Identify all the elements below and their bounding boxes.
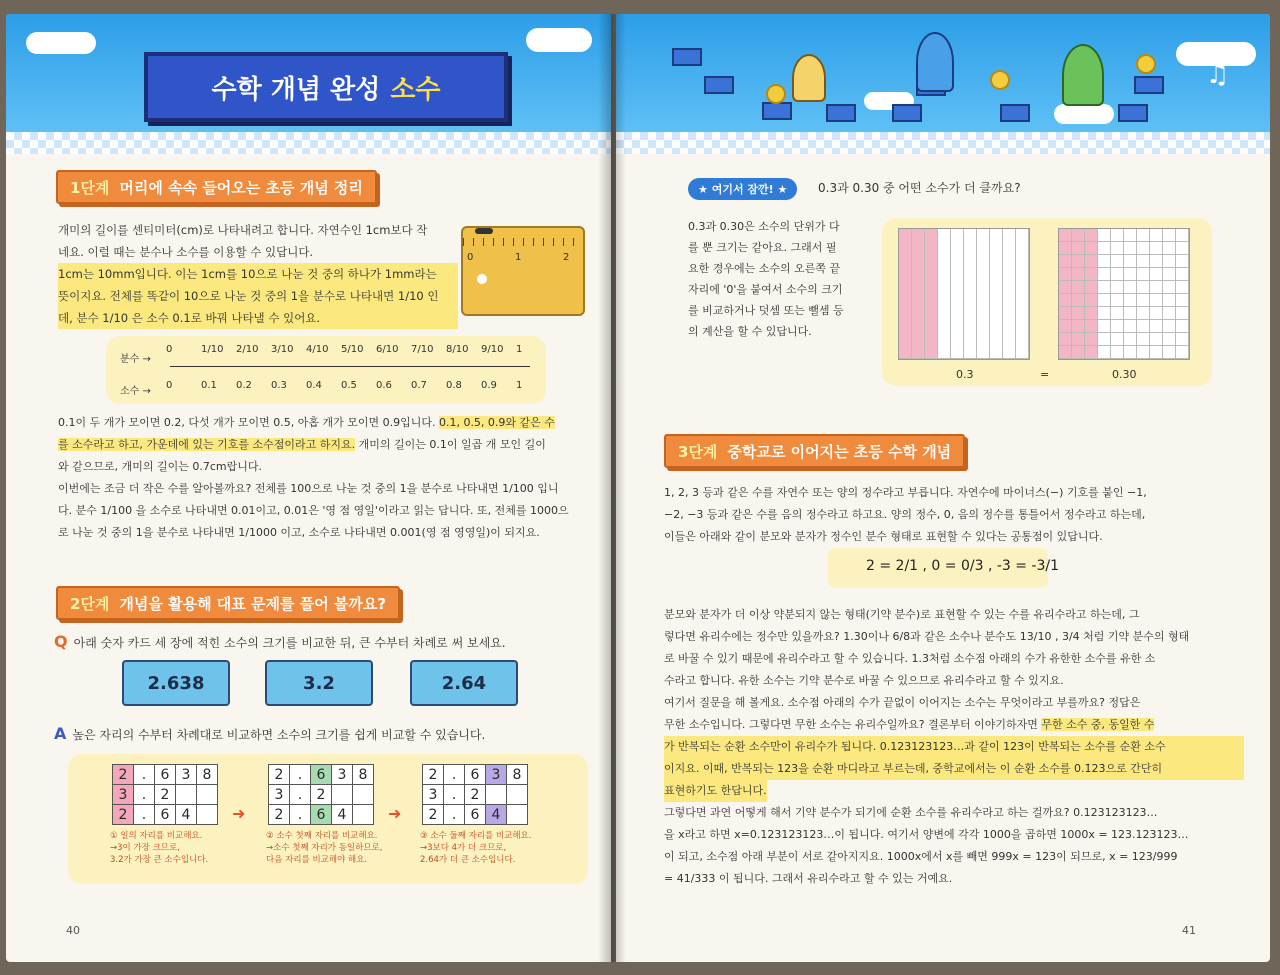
fraction-tick: 1/10 — [201, 344, 224, 355]
ruler-tick: 2 — [563, 252, 570, 263]
grid-label: 0.30 — [1112, 368, 1137, 381]
ruler-illustration — [461, 226, 585, 316]
grid-cell — [1098, 294, 1111, 307]
digit-cell: 6 — [155, 805, 176, 825]
digit-cell: 2 — [269, 765, 290, 785]
grid-cell — [1163, 255, 1176, 268]
grid-cell — [990, 229, 1003, 359]
grid-cell — [1059, 268, 1072, 281]
digit-cell: 6 — [465, 805, 486, 825]
grid-cell — [1098, 242, 1111, 255]
digit-cell — [197, 785, 218, 805]
grid-cell — [964, 229, 977, 359]
ruler-tick: 0 — [467, 252, 474, 263]
fraction-tick: 9/10 — [481, 344, 504, 355]
character-icon — [916, 32, 954, 92]
badge-here-wait: ★ 여기서 잠깐! ★ — [688, 178, 797, 200]
step-caption: ② 소수 첫째 자리를 비교해요. →소수 첫째 자리가 동일하므로, 다음 자리를 비교해야 해요. — [266, 831, 383, 865]
rational-paragraph: 분모와 분자가 더 이상 약분되지 않는 형태(기약 분수)로 표현할 수 있는 수를 유리수라고 하는데, 그 렇다면 유리수에는 정수만 있을까요? 1.30이나 6/8과 같은 소수나 분수도 13/10 , 3/4 처럼 기약 분수의 형태 로 바꿀 수 있기 때문에 유리수라고 할 수 있습니다. 1.3처럼 소수점 아래의 수가 유한한 소수를 유한 소 수라고 합니다. 유한 소수는 기약 분수로 바꿀 수 있으므로 유리수라고 할 수 있지요. 여기서 질문을 해 볼게요. 소수점 아래의 수가 끝없이 이어지는 소수는 무엇이라고 부를까요? 정답은 무한 소수입니다. 그렇다면 무한 소수는 유리수일까요? 결론부터 이야기하자면 무한 소수 중, 동일한 수 가 반복되는 순환 소수만이 유리수가 됩니다. 0.123123123…과 같이 123이 반복되는 소수를 순환 소수 이지요. 이때, 반복되는 123을 순환 마디라고 부르는데, 중학교에서는 이 순환 소수를 0.1̇23̇으로 간단히 표현하기도 한답니다. 그렇다면 과연 어떻게 해서 기약 분수가 되기에 순환 소수를 유리수라고 하는 걸까요? 0.123123123… 을 x라고 하면 x=0.123123123…이 됩니다. 여기서 양변에 각각 1000을 곱하면 1000x = 123.123123… 이 되고, 소수점 아래 부분이 서로 같아지지요. 1000x에서 x를 빼면 999x = 123이 되므로, x = 123/999 = 41/333 이 됩니다. 그래서 유리수라고 할 수 있는 거예요. — [664, 604, 1244, 890]
grid-cell — [1059, 320, 1072, 333]
coin-icon — [1136, 54, 1156, 74]
digit-cell: . — [134, 785, 155, 805]
digit-cell: 2 — [423, 765, 444, 785]
grid-cell — [1098, 320, 1111, 333]
stage-label: 개념을 활용해 대표 문제를 풀어 볼까요? — [119, 594, 387, 613]
digit-cell: 4 — [332, 805, 353, 825]
grid-cell — [1137, 229, 1150, 242]
digit-cell — [507, 785, 528, 805]
stage-label: 중학교로 이어지는 초등 수학 개념 — [727, 442, 952, 461]
grid-cell — [1137, 268, 1150, 281]
digit-cell: . — [444, 765, 465, 785]
grid-cell — [1059, 242, 1072, 255]
digit-cell: 2 — [423, 805, 444, 825]
grid-label: 0.3 — [956, 368, 974, 381]
grid-cell — [1137, 307, 1150, 320]
decimal-paragraph: 0.1이 두 개가 모이면 0.2, 다섯 개가 모이면 0.5, 아홉 개가 모이면 0.9입니다. 0.1, 0.5, 0.9와 같은 수 를 소수라고 하고, 가운데에 있는 기호를 소수점이라고 하지요. 개미의 길이는 0.1이 일곱 개 모인 길이 와 같으므로, 개미의 길이는 0.7cm랍니다. 이번에는 조금 더 작은 수를 알아볼까요? 전체를 100으로 나눈 것 중의 1을 분수로 나타내면 1/100 입니 다. 분수 1/100 을 소수로 나타내면 0.01이고, 0.01은 '영 점 영일'이라고 읽는 답니다. 또, 전체를 1000으 로 나눈 것 중의 1을 분수로 나타내면 1/1000 이고, 소수로 나타내면 0.001(영 점 영영일)이 되지요. — [58, 416, 569, 539]
grid-cell — [1111, 294, 1124, 307]
grid-cell — [1137, 242, 1150, 255]
grid-cell — [1098, 346, 1111, 359]
grid-cell — [1072, 268, 1085, 281]
digit-cell: 6 — [311, 805, 332, 825]
grid-cell — [912, 229, 925, 359]
numberline-box — [106, 336, 546, 404]
grid-cell — [1072, 255, 1085, 268]
grid-cell — [1150, 242, 1163, 255]
character-icon — [792, 54, 826, 102]
fraction-tick: 8/10 — [446, 344, 469, 355]
page-title — [144, 52, 508, 122]
digit-cell: 6 — [155, 765, 176, 785]
grid-cell — [1111, 242, 1124, 255]
grid-cell — [1150, 229, 1163, 242]
brick-block — [1134, 76, 1164, 94]
digit-cell: 2 — [113, 765, 134, 785]
grid-cell — [1111, 333, 1124, 346]
digit-cell: 8 — [353, 765, 374, 785]
grid-cell — [1124, 294, 1137, 307]
next-arrow: ➜ — [388, 804, 402, 823]
grid-cell — [1059, 307, 1072, 320]
fraction-label: 분수 → — [120, 354, 151, 365]
brick-block — [1118, 104, 1148, 122]
grid-cell — [1176, 242, 1189, 255]
grid-cell — [1059, 255, 1072, 268]
title-highlight: 소수 — [390, 74, 441, 105]
grid-cell — [1098, 268, 1111, 281]
hundredths-grid — [1058, 228, 1190, 360]
grid-cell — [1072, 294, 1085, 307]
number-card: 2.64 — [410, 660, 518, 706]
grid-cell — [1150, 281, 1163, 294]
decimal-tick: 0.8 — [446, 380, 462, 391]
grid-cell — [1163, 242, 1176, 255]
digit-cell: 3 — [176, 765, 197, 785]
title-text: 수학 개념 완성 — [211, 74, 381, 105]
digit-cell: . — [134, 805, 155, 825]
grid-cell — [1085, 333, 1098, 346]
digit-grid — [422, 764, 528, 825]
decimal-tick: 0.9 — [481, 380, 497, 391]
fraction-tick: 6/10 — [376, 344, 399, 355]
grid-cell — [1072, 229, 1085, 242]
digit-cell: . — [290, 805, 311, 825]
digit-grid — [112, 764, 218, 825]
grid-cell — [1072, 307, 1085, 320]
fraction-tick: 7/10 — [411, 344, 434, 355]
grid-cell — [1098, 333, 1111, 346]
digit-cell — [176, 785, 197, 805]
grid-cell — [1150, 294, 1163, 307]
digit-cell: 4 — [176, 805, 197, 825]
grid-cell — [1163, 281, 1176, 294]
digit-cell — [197, 805, 218, 825]
cloud — [26, 32, 96, 54]
digit-cell: 3 — [269, 785, 290, 805]
grid-cell — [925, 229, 938, 359]
grid-cell — [977, 229, 990, 359]
grid-cell — [1072, 333, 1085, 346]
ruler-tick: 1 — [515, 252, 522, 263]
grid-cell — [1111, 320, 1124, 333]
decimal-tick: 0.1 — [201, 380, 217, 391]
answer-text: 높은 자리의 수부터 차례대로 비교하면 소수의 크기를 쉽게 비교할 수 있습니다. — [72, 728, 486, 742]
digit-cell: 3 — [423, 785, 444, 805]
digit-cell: 3 — [332, 765, 353, 785]
decimal-tick: 0.4 — [306, 380, 322, 391]
grid-cell — [1150, 346, 1163, 359]
digit-cell: 8 — [197, 765, 218, 785]
grid-cell — [1085, 281, 1098, 294]
grid-cell — [1016, 229, 1029, 359]
digit-grid — [268, 764, 374, 825]
grid-cell — [1124, 242, 1137, 255]
fraction-tick: 5/10 — [341, 344, 364, 355]
decimal-label: 소수 → — [120, 386, 151, 397]
grid-cell — [1098, 307, 1111, 320]
grid-cell — [1137, 281, 1150, 294]
fraction-tick: 0 — [166, 344, 173, 355]
cloud — [1054, 104, 1114, 124]
digit-cell: . — [290, 765, 311, 785]
book-gutter — [598, 14, 626, 962]
grid-cell — [1176, 255, 1189, 268]
grid-cell — [1085, 307, 1098, 320]
grid-cell — [1098, 229, 1111, 242]
step-caption: ③ 소수 둘째 자리를 비교해요. →3보다 4가 더 크므로, 2.64가 더 큰 소수입니다. — [420, 831, 532, 865]
character-icon — [1062, 44, 1104, 106]
grid-cell — [1176, 307, 1189, 320]
brick-block — [704, 76, 734, 94]
grid-cell — [1163, 320, 1176, 333]
grid-cell — [1059, 281, 1072, 294]
stage-number: 2단계 — [70, 594, 110, 613]
digit-cell: 3 — [486, 765, 507, 785]
stage-number: 1단계 — [70, 178, 110, 197]
digit-cell — [353, 805, 374, 825]
grid-cell — [1124, 307, 1137, 320]
number-card: 2.638 — [122, 660, 230, 706]
digit-cell: . — [290, 785, 311, 805]
step-caption: ① 일의 자리를 비교해요. →3이 가장 크므로, 3.2가 가장 큰 소수입니다. — [110, 831, 209, 865]
page-number: 41 — [1182, 924, 1196, 937]
grid-cell — [1072, 281, 1085, 294]
grid-cell — [1085, 242, 1098, 255]
grid-cell — [1124, 229, 1137, 242]
grid-cell — [1124, 281, 1137, 294]
grid-cell — [1124, 255, 1137, 268]
grid-cell — [1124, 268, 1137, 281]
digit-cell: . — [134, 765, 155, 785]
stage-label: 머리에 속속 들어오는 초등 개념 정리 — [119, 178, 363, 197]
right-page — [616, 14, 1270, 962]
formula: 2 = 2/1 , 0 = 0/3 , -3 = -3/1 — [866, 558, 1060, 574]
brick-block — [672, 48, 702, 66]
answer — [54, 724, 485, 743]
grid-cell — [1163, 229, 1176, 242]
brick-block — [762, 102, 792, 120]
decimal-tick: 0.6 — [376, 380, 392, 391]
grid-cell — [1176, 281, 1189, 294]
grid-cell — [1124, 320, 1137, 333]
stage3-banner — [664, 434, 965, 468]
decimal-tick: 1 — [516, 380, 523, 391]
digit-cell: 2 — [269, 805, 290, 825]
grid-cell — [1137, 294, 1150, 307]
digit-cell: 2 — [311, 785, 332, 805]
q-mark: Q — [54, 632, 68, 651]
grid-cell — [1072, 320, 1085, 333]
grid-cell — [1176, 320, 1189, 333]
digit-cell: 4 — [486, 805, 507, 825]
decimal-tick: 0 — [166, 380, 173, 391]
digit-cell: 2 — [113, 805, 134, 825]
digit-cell: 2 — [155, 785, 176, 805]
grid-cell — [1163, 294, 1176, 307]
grid-cell — [1150, 255, 1163, 268]
brick-block — [826, 104, 856, 122]
left-page — [6, 14, 611, 962]
decimal-tick: 0.7 — [411, 380, 427, 391]
grid-cell — [1085, 229, 1098, 242]
intro-paragraph: 개미의 길이를 센티미터(cm)로 나타내려고 합니다. 자연수인 1cm보다 작 네요. 이럴 때는 분수나 소수를 이용할 수 있답니다. 1cm는 10mm입니다. 이는 1cm를 10으로 나눈 것 중의 하나가 1mm라는 뜻이지요. 전체를 똑같이 10으로 나눈 것 중의 1을 분수로 나타내면 1/10 인 데, 분수 1/10 은 소수 0.1로 바꿔 나타낼 수 있어요. — [58, 219, 458, 329]
grid-cell — [1059, 294, 1072, 307]
grid-cell — [1111, 307, 1124, 320]
page-number: 40 — [66, 924, 80, 937]
stage1-banner — [56, 170, 377, 204]
checker-strip — [6, 132, 611, 154]
digit-cell: . — [444, 785, 465, 805]
grid-cell — [1111, 229, 1124, 242]
side-note: 0.3과 0.30은 소수의 단위가 다 를 뿐 크기는 같아요. 그래서 필 요한 경우에는 소수의 오른쪽 끝 자리에 '0'을 붙여서 소수의 크기 를 비교하거나 덧셈 또는 뺄셈 등 의 계산을 할 수 있답니다. — [688, 220, 844, 338]
tenths-grid — [898, 228, 1030, 360]
digit-cell — [507, 805, 528, 825]
grid-cell — [1111, 281, 1124, 294]
grid-cell — [951, 229, 964, 359]
grid-cell — [1150, 320, 1163, 333]
stage-number: 3단계 — [678, 442, 718, 461]
grid-cell — [1072, 346, 1085, 359]
a-mark: A — [54, 724, 67, 743]
grid-cell — [1176, 346, 1189, 359]
digit-cell: . — [444, 805, 465, 825]
grid-cell — [1085, 320, 1098, 333]
music-note-icon: ♫ — [1206, 60, 1230, 90]
question — [54, 632, 506, 651]
grid-cell — [1137, 320, 1150, 333]
ruler-hole — [477, 274, 487, 284]
grid-cell — [1059, 333, 1072, 346]
digit-cell: 2 — [465, 785, 486, 805]
grid-cell — [899, 229, 912, 359]
grid-cell — [1003, 229, 1016, 359]
grid-cell — [1150, 268, 1163, 281]
grid-equals: = — [1040, 368, 1050, 381]
brick-block — [1000, 104, 1030, 122]
next-arrow: ➜ — [232, 804, 246, 823]
brick-block — [892, 104, 922, 122]
stage2-banner — [56, 586, 400, 620]
grid-cell — [1072, 242, 1085, 255]
fraction-tick: 4/10 — [306, 344, 329, 355]
grid-cell — [1163, 333, 1176, 346]
grid-cell — [1085, 294, 1098, 307]
grid-cell — [1176, 229, 1189, 242]
grid-cell — [1059, 229, 1072, 242]
grid-cell — [1150, 333, 1163, 346]
decimal-tick: 0.2 — [236, 380, 252, 391]
grid-cell — [1085, 346, 1098, 359]
grid-cell — [1098, 255, 1111, 268]
integer-paragraph: 1, 2, 3 등과 같은 수를 자연수 또는 양의 정수라고 부릅니다. 자연수에 마이너스(−) 기호를 붙인 −1, −2, −3 등과 같은 수를 음의 정수라고 하고요. 양의 정수, 0, 음의 정수를 통틀어서 정수라고 하는데, 이들은 아래와 같이 분모와 분자가 정수인 분수 형태로 표현할 수 있다는 공통점이 있답니다. — [664, 486, 1147, 543]
grid-cell — [1176, 294, 1189, 307]
number-card: 3.2 — [265, 660, 373, 706]
grid-cell — [1176, 333, 1189, 346]
digit-cell — [353, 785, 374, 805]
question-text: 아래 숫자 카드 세 장에 적힌 소수의 크기를 비교한 뒤, 큰 수부터 차례로 써 보세요. — [73, 636, 506, 650]
decimal-tick: 0.3 — [271, 380, 287, 391]
grid-cell — [1163, 307, 1176, 320]
coin-icon — [766, 84, 786, 104]
checker-strip — [616, 132, 1270, 154]
fraction-tick: 3/10 — [271, 344, 294, 355]
grid-cell — [1059, 346, 1072, 359]
cloud — [526, 28, 592, 52]
grid-cell — [1150, 307, 1163, 320]
grid-cell — [1137, 333, 1150, 346]
digit-cell — [332, 785, 353, 805]
grid-cell — [1111, 255, 1124, 268]
digit-cell — [486, 785, 507, 805]
decimal-tick: 0.5 — [341, 380, 357, 391]
grid-cell — [1163, 268, 1176, 281]
grid-cell — [1137, 346, 1150, 359]
grid-cell — [1176, 268, 1189, 281]
grid-cell — [1124, 333, 1137, 346]
digit-cell: 3 — [113, 785, 134, 805]
digit-cell: 6 — [311, 765, 332, 785]
numberline-axis — [170, 366, 530, 367]
grid-cell — [1111, 268, 1124, 281]
grid-cell — [1085, 268, 1098, 281]
grid-cell — [1163, 346, 1176, 359]
fraction-tick: 1 — [516, 344, 523, 355]
coin-icon — [990, 70, 1010, 90]
grid-cell — [1111, 346, 1124, 359]
digit-cell: 6 — [465, 765, 486, 785]
grid-cell — [938, 229, 951, 359]
ant-icon — [475, 228, 493, 234]
grid-cell — [1124, 346, 1137, 359]
badge-question: 0.3과 0.30 중 어떤 소수가 더 클까요? — [818, 181, 1021, 195]
grid-cell — [1085, 255, 1098, 268]
grid-cell — [1098, 281, 1111, 294]
digit-cell: 8 — [507, 765, 528, 785]
grid-cell — [1137, 255, 1150, 268]
fraction-tick: 2/10 — [236, 344, 259, 355]
